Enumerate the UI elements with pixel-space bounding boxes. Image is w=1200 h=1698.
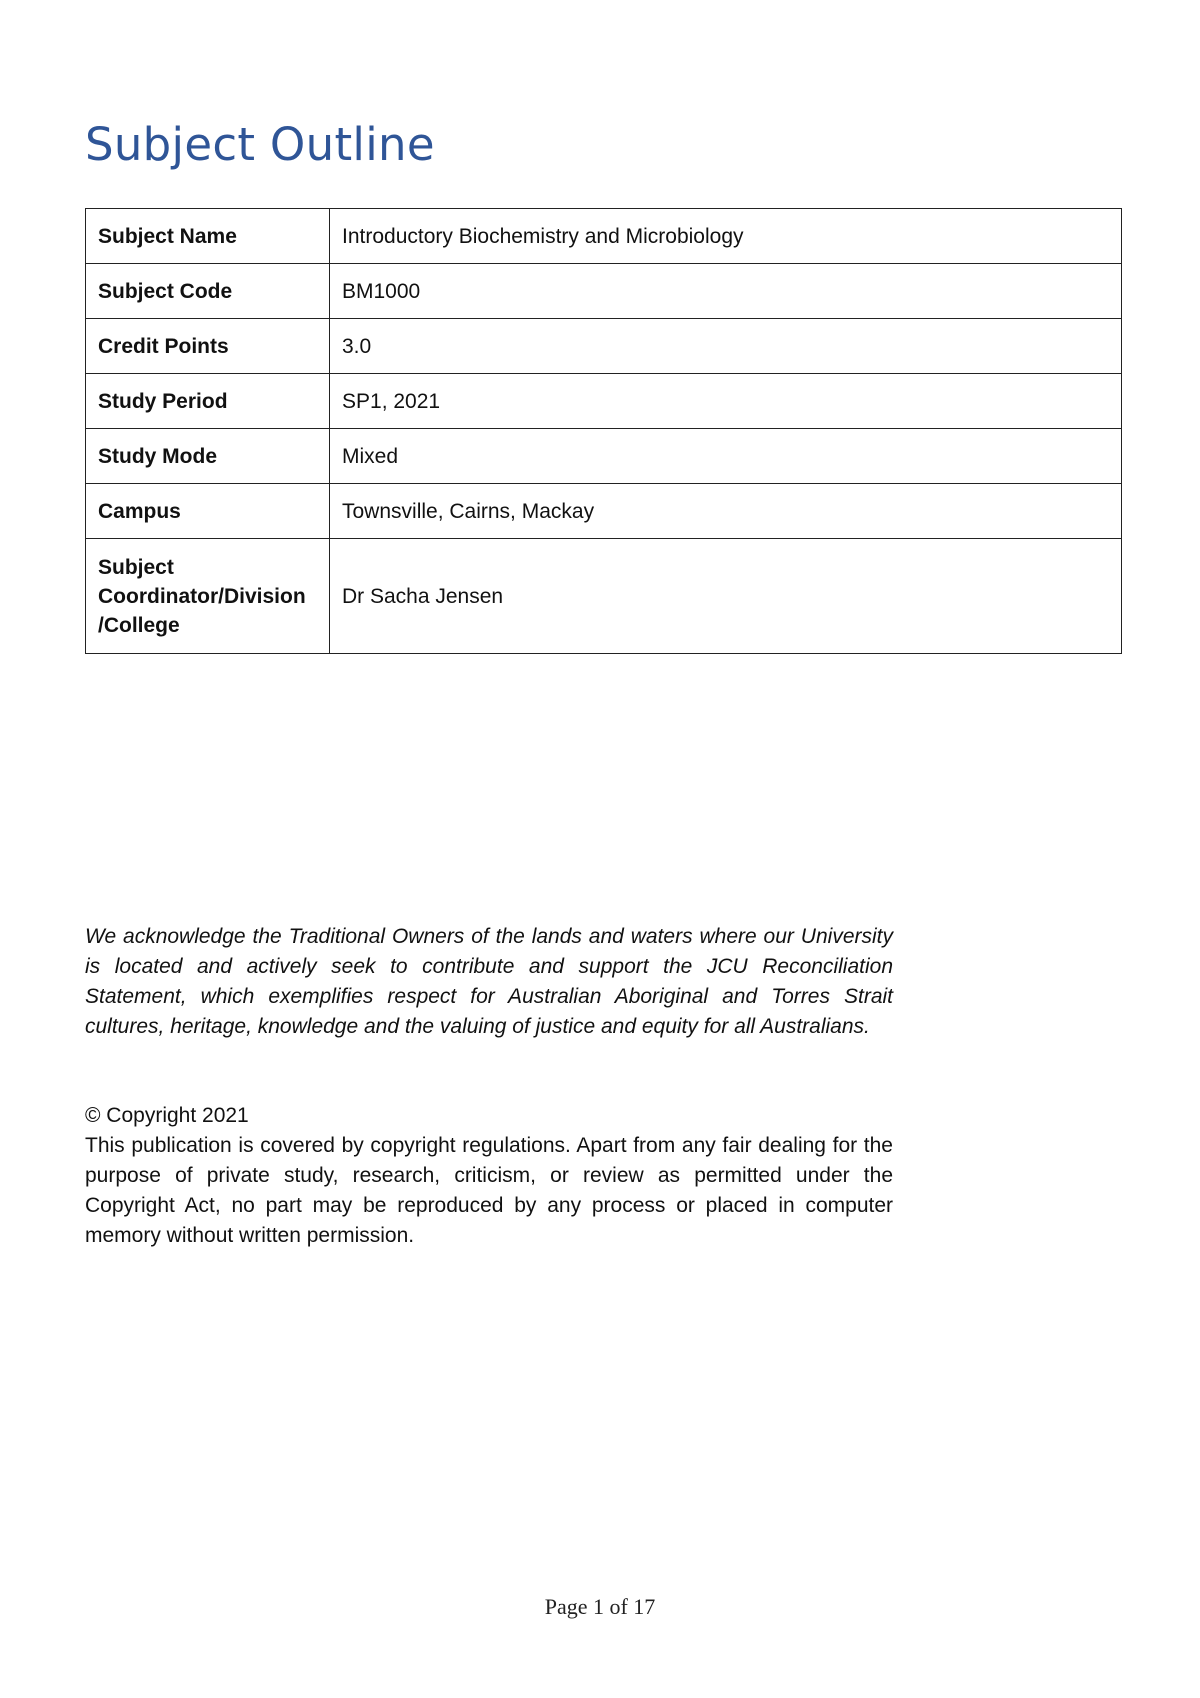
- table-row: [86, 319, 1122, 374]
- page-number: Page 1 of 17: [544, 1594, 656, 1619]
- copyright-line: © Copyright 2021: [85, 1104, 249, 1127]
- row-label: Subject Name: [86, 209, 330, 264]
- row-value: Introductory Biochemistry and Microbiology: [330, 209, 1122, 264]
- table-row: [86, 539, 1122, 654]
- row-label: Study Mode: [86, 429, 330, 484]
- subject-details-table: [85, 208, 1122, 654]
- row-value: Dr Sacha Jensen: [330, 539, 1122, 654]
- row-value: BM1000: [330, 264, 1122, 319]
- row-value: Townsville, Cairns, Mackay: [330, 484, 1122, 539]
- row-value: SP1, 2021: [330, 374, 1122, 429]
- page-title: Subject Outline: [85, 118, 435, 171]
- table-row: [86, 264, 1122, 319]
- table-row: [86, 429, 1122, 484]
- copyright-paragraph: This publication is covered by copyright regulations. Apart from any fair dealing for the purpose of private study, research, criticism, or review as permitted under the Copyright Act, no part may be reproduced by any process or placed in computer memory without written permission.: [85, 1134, 893, 1247]
- table-row: [86, 209, 1122, 264]
- table-row: [86, 484, 1122, 539]
- table-row: [86, 374, 1122, 429]
- row-value: Mixed: [330, 429, 1122, 484]
- row-label: Subject Code: [86, 264, 330, 319]
- row-label: Credit Points: [86, 319, 330, 374]
- row-value: 3.0: [330, 319, 1122, 374]
- acknowledgement-paragraph: We acknowledge the Traditional Owners of the lands and waters where our University is located and actively seek to contribute and support the JCU Reconciliation Statement, which exemplifies respect for Australian Aboriginal and Torres Strait cultures, heritage, knowledge and the valuing of justice and equity for all Australians.: [85, 925, 893, 1038]
- row-label: Subject Coordinator/Division /College: [86, 539, 330, 654]
- row-label: Campus: [86, 484, 330, 539]
- row-label: Study Period: [86, 374, 330, 429]
